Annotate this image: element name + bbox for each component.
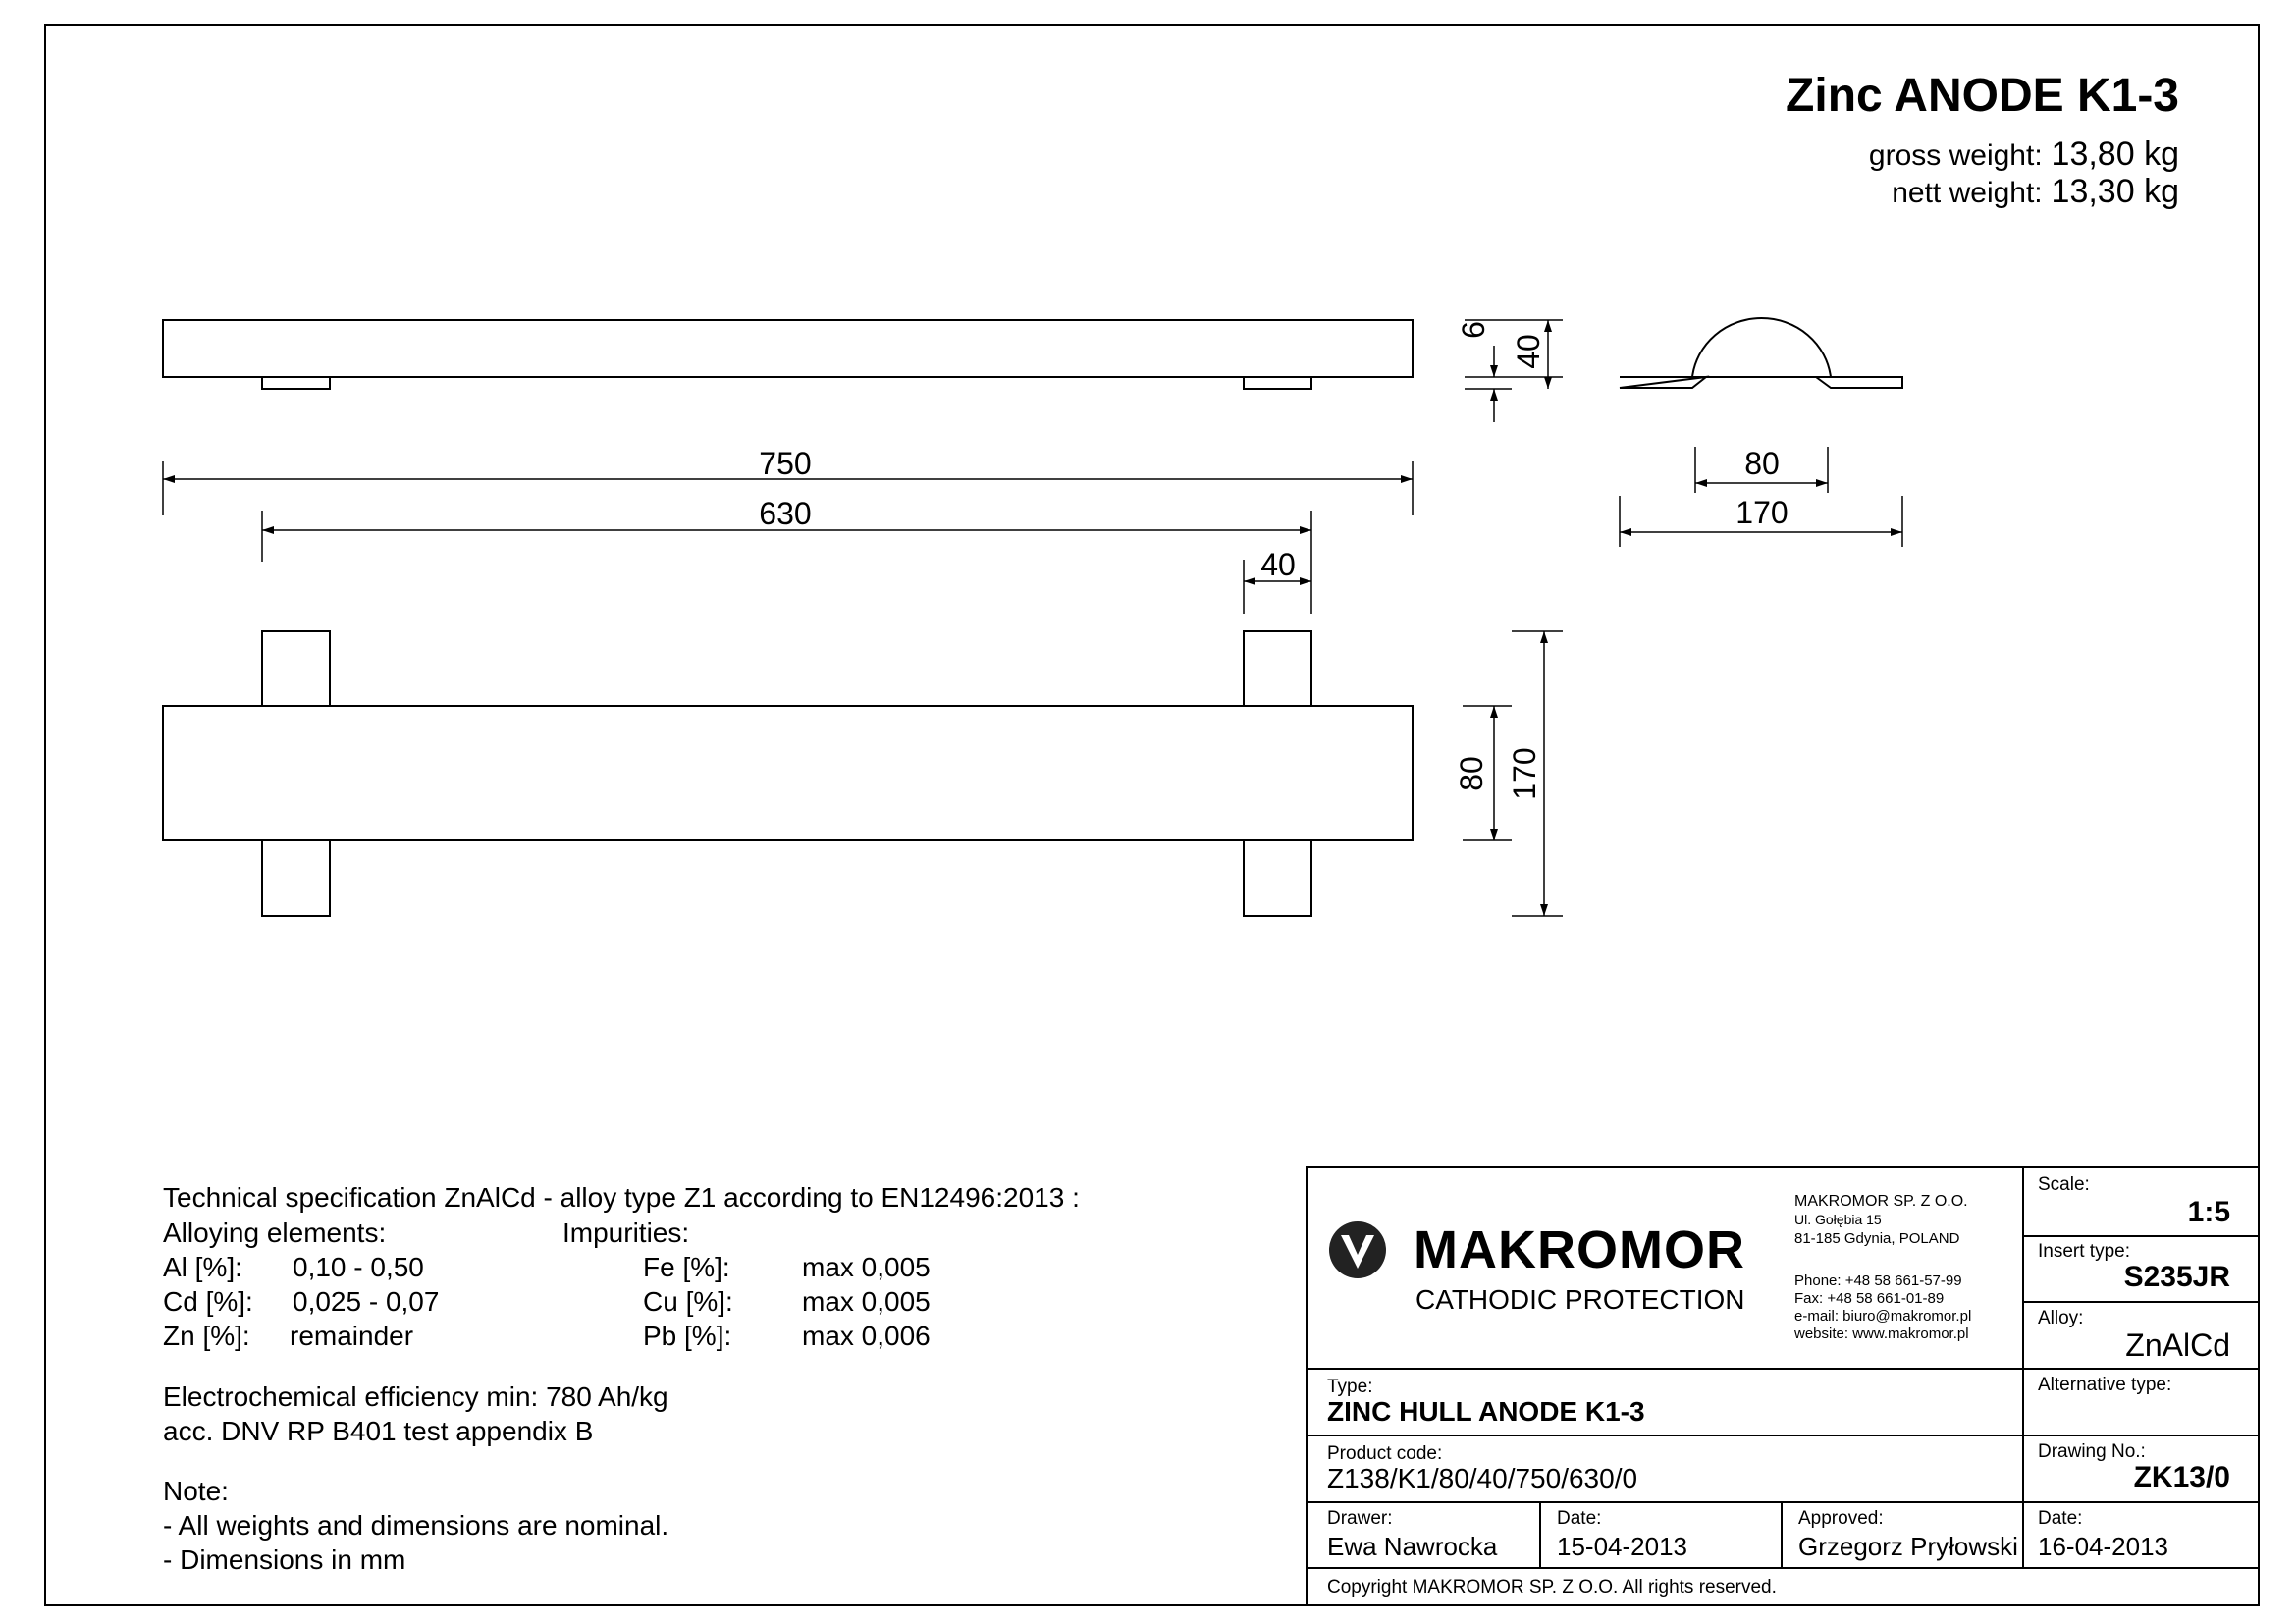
note-2: - Dimensions in mm bbox=[163, 1544, 406, 1575]
side-view-insert-left bbox=[262, 377, 330, 389]
makromor-logo-icon bbox=[1327, 1219, 1388, 1280]
company-address bbox=[1794, 1192, 1968, 1248]
copyright: Copyright MAKROMOR SP. Z O.O. All rights reserved. bbox=[1327, 1577, 1777, 1597]
note-heading: Note: bbox=[163, 1476, 229, 1506]
date-approved-label: Date: bbox=[2038, 1508, 2083, 1529]
approved-label: Approved: bbox=[1798, 1508, 1884, 1529]
dim-side-thickness: 6 bbox=[1456, 321, 1491, 339]
type-label: Type: bbox=[1327, 1377, 1373, 1397]
dim-top-insert-length: 170 bbox=[1507, 747, 1542, 800]
date-drawn-value: 15-04-2013 bbox=[1557, 1532, 1687, 1561]
title-block bbox=[1306, 1166, 2260, 1606]
drawing-title: Zinc ANODE K1-3 bbox=[1786, 70, 2179, 122]
address-line: 81-185 Gdynia, POLAND bbox=[1794, 1230, 1960, 1247]
alloy-el-zn: Zn [%]: bbox=[163, 1321, 250, 1351]
dim-end-overall-width: 170 bbox=[1735, 495, 1789, 530]
efficiency: Electrochemical efficiency min: 780 Ah/kg bbox=[163, 1381, 668, 1412]
address-line: MAKROMOR SP. Z O.O. bbox=[1794, 1193, 1968, 1210]
alloy-val-zn: remainder bbox=[290, 1321, 414, 1351]
approved-value: Grzegorz Pryłowski bbox=[1798, 1532, 2018, 1561]
date-label: Date: bbox=[1557, 1508, 1602, 1529]
drawer-label: Drawer: bbox=[1327, 1508, 1393, 1529]
alloying-heading: Alloying elements: bbox=[163, 1218, 387, 1248]
dim-insert-width: 40 bbox=[1260, 547, 1296, 582]
alloy-value: ZnAlCd bbox=[2125, 1327, 2230, 1363]
contact-line: e-mail: biuro@makromor.pl bbox=[1794, 1308, 1972, 1325]
imp-val-pb: max 0,006 bbox=[802, 1321, 931, 1351]
alloy-val-cd: 0,025 - 0,07 bbox=[293, 1286, 440, 1317]
insert-type-label: Insert type: bbox=[2038, 1241, 2130, 1262]
alloy-el-cd: Cd [%]: bbox=[163, 1286, 253, 1317]
product-code-label: Product code: bbox=[1327, 1443, 1443, 1464]
scale-value: 1:5 bbox=[2187, 1196, 2230, 1228]
alternative-type-label: Alternative type: bbox=[2038, 1375, 2172, 1395]
side-view-body bbox=[163, 320, 1413, 377]
top-view-body bbox=[163, 706, 1413, 840]
address-line: Ul. Gołębia 15 bbox=[1794, 1212, 1882, 1227]
drawing-no-value: ZK13/0 bbox=[2133, 1461, 2230, 1493]
imp-el-pb: Pb [%]: bbox=[643, 1321, 732, 1351]
dim-end-top-width: 80 bbox=[1744, 446, 1780, 481]
note-1: - All weights and dimensions are nominal. bbox=[163, 1510, 669, 1541]
impurities-heading: Impurities: bbox=[562, 1218, 690, 1248]
drawer-value: Ewa Nawrocka bbox=[1327, 1532, 1498, 1561]
imp-val-fe: max 0,005 bbox=[802, 1252, 931, 1282]
imp-el-fe: Fe [%]: bbox=[643, 1252, 730, 1282]
contact-line: Phone: +48 58 661-57-99 bbox=[1794, 1272, 1962, 1289]
dim-top-body-width: 80 bbox=[1454, 756, 1489, 791]
end-view-profile bbox=[1620, 377, 1902, 388]
contact-line: website: www.makromor.pl bbox=[1794, 1326, 1969, 1342]
dim-overall-length: 750 bbox=[759, 446, 812, 481]
company-division: CATHODIC PROTECTION bbox=[1415, 1284, 1745, 1315]
product-code-value: Z138/K1/80/40/750/630/0 bbox=[1327, 1463, 1638, 1493]
gross-weight-label: gross weight: bbox=[1868, 139, 2043, 172]
dim-side-height: 40 bbox=[1511, 334, 1546, 369]
insert-type-value: S235JR bbox=[2123, 1261, 2230, 1293]
contact-line: Fax: +48 58 661-01-89 bbox=[1794, 1290, 1945, 1307]
company-contact bbox=[1794, 1272, 1971, 1343]
dim-insert-spacing: 630 bbox=[759, 496, 812, 531]
type-value: ZINC HULL ANODE K1-3 bbox=[1327, 1396, 1645, 1427]
date-approved-value: 16-04-2013 bbox=[2038, 1532, 2168, 1561]
imp-val-cu: max 0,005 bbox=[802, 1286, 931, 1317]
test-standard: acc. DNV RP B401 test appendix B bbox=[163, 1416, 594, 1446]
scale-label: Scale: bbox=[2038, 1174, 2090, 1195]
alloy-val-al: 0,10 - 0,50 bbox=[293, 1252, 424, 1282]
gross-weight-value: 13,80 kg bbox=[2051, 135, 2179, 173]
side-view-insert-right bbox=[1244, 377, 1311, 389]
drawing-no-label: Drawing No.: bbox=[2038, 1441, 2146, 1462]
nett-weight-value: 13,30 kg bbox=[2051, 173, 2179, 210]
nett-weight-label: nett weight: bbox=[1892, 177, 2043, 209]
spec-heading: Technical specification ZnAlCd - alloy type Z1 according to EN12496:2013 : bbox=[163, 1182, 1080, 1213]
alloy-el-al: Al [%]: bbox=[163, 1252, 242, 1282]
company-name: MAKROMOR bbox=[1414, 1220, 1745, 1279]
alloy-label: Alloy: bbox=[2038, 1308, 2084, 1328]
imp-el-cu: Cu [%]: bbox=[643, 1286, 733, 1317]
